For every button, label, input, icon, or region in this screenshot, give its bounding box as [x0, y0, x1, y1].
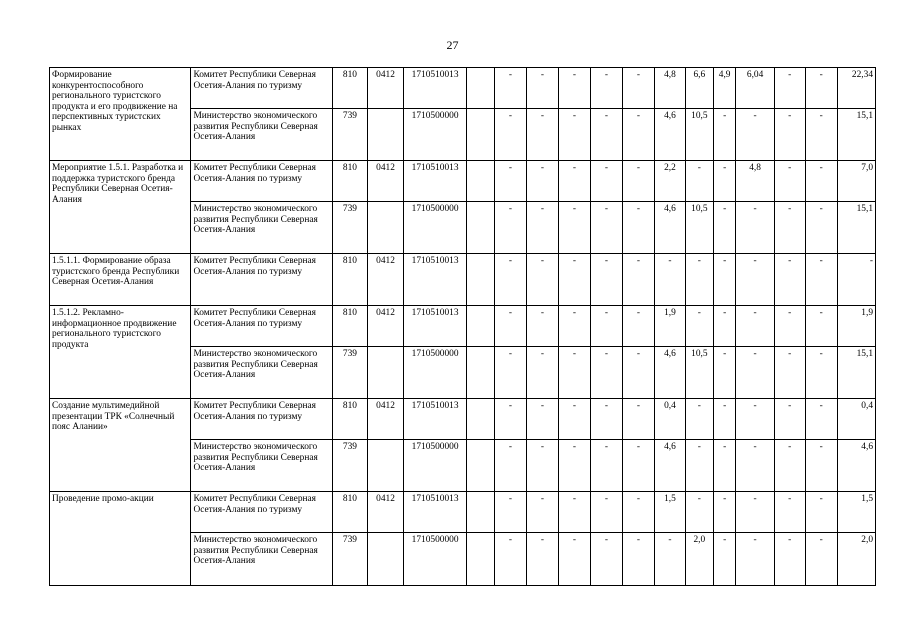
- year-value-cell: -: [805, 202, 837, 254]
- year-value-cell: -: [494, 533, 526, 586]
- expense-type-cell: [467, 347, 495, 399]
- total-value-cell: 0,4: [837, 399, 875, 440]
- year-value-cell: -: [654, 533, 685, 586]
- year-value-cell: -: [558, 161, 590, 202]
- target-article-cell: 1710510013: [404, 161, 467, 202]
- year-value-cell: -: [590, 533, 622, 586]
- year-value-cell: -: [736, 492, 774, 533]
- year-value-cell: -: [526, 202, 558, 254]
- section-code-cell: [367, 347, 403, 399]
- year-value-cell: -: [736, 347, 774, 399]
- year-value-cell: -: [713, 492, 736, 533]
- executor-cell: Министерство экономического развития Республики Северная Осетия-Алания: [191, 109, 332, 161]
- section-code-cell: [367, 533, 403, 586]
- year-value-cell: -: [526, 68, 558, 109]
- year-value-cell: -: [590, 440, 622, 492]
- target-article-cell: 1710510013: [404, 254, 467, 306]
- expense-type-cell: [467, 68, 495, 109]
- expense-type-cell: [467, 399, 495, 440]
- executor-cell: Комитет Республики Северная Осетия-Алания по туризму: [191, 306, 332, 347]
- table-row: [50, 306, 876, 347]
- year-value-cell: -: [713, 161, 736, 202]
- year-value-cell: -: [590, 306, 622, 347]
- year-value-cell: -: [558, 533, 590, 586]
- expense-type-cell: [467, 306, 495, 347]
- year-value-cell: -: [685, 254, 713, 306]
- target-article-cell: 1710500000: [404, 202, 467, 254]
- year-value-cell: -: [622, 306, 654, 347]
- expense-type-cell: [467, 161, 495, 202]
- year-value-cell: -: [622, 347, 654, 399]
- executor-cell: Комитет Республики Северная Осетия-Алания по туризму: [191, 399, 332, 440]
- year-value-cell: -: [774, 109, 805, 161]
- year-value-cell: -: [805, 440, 837, 492]
- expense-type-cell: [467, 533, 495, 586]
- year-value-cell: 4,6: [654, 440, 685, 492]
- section-code-cell: 0412: [367, 161, 403, 202]
- activity-name-cell: Проведение промо-акции: [50, 492, 191, 586]
- year-value-cell: -: [713, 347, 736, 399]
- year-value-cell: -: [622, 161, 654, 202]
- year-value-cell: -: [805, 399, 837, 440]
- executor-cell: Комитет Республики Северная Осетия-Алания по туризму: [191, 68, 332, 109]
- table-row: [50, 161, 876, 202]
- year-value-cell: -: [713, 399, 736, 440]
- grbs-code-cell: 739: [332, 533, 367, 586]
- year-value-cell: -: [805, 492, 837, 533]
- section-code-cell: [367, 109, 403, 161]
- grbs-code-cell: 810: [332, 254, 367, 306]
- total-value-cell: -: [837, 254, 875, 306]
- year-value-cell: 4,6: [654, 202, 685, 254]
- executor-cell: Комитет Республики Северная Осетия-Алания по туризму: [191, 492, 332, 533]
- year-value-cell: -: [736, 533, 774, 586]
- year-value-cell: -: [685, 440, 713, 492]
- year-value-cell: -: [774, 202, 805, 254]
- total-value-cell: 1,5: [837, 492, 875, 533]
- year-value-cell: -: [494, 399, 526, 440]
- year-value-cell: 10,5: [685, 109, 713, 161]
- year-value-cell: 6,04: [736, 68, 774, 109]
- year-value-cell: -: [590, 161, 622, 202]
- target-article-cell: 1710500000: [404, 533, 467, 586]
- year-value-cell: -: [494, 254, 526, 306]
- year-value-cell: 1,9: [654, 306, 685, 347]
- expense-type-cell: [467, 109, 495, 161]
- section-code-cell: 0412: [367, 399, 403, 440]
- executor-cell: Министерство экономического развития Республики Северная Осетия-Алания: [191, 440, 332, 492]
- year-value-cell: -: [774, 399, 805, 440]
- year-value-cell: 10,5: [685, 202, 713, 254]
- year-value-cell: -: [526, 533, 558, 586]
- year-value-cell: -: [713, 440, 736, 492]
- year-value-cell: -: [713, 254, 736, 306]
- year-value-cell: -: [622, 533, 654, 586]
- year-value-cell: -: [805, 161, 837, 202]
- year-value-cell: -: [526, 161, 558, 202]
- year-value-cell: -: [736, 399, 774, 440]
- total-value-cell: 22,34: [837, 68, 875, 109]
- year-value-cell: -: [494, 161, 526, 202]
- year-value-cell: 4,8: [654, 68, 685, 109]
- year-value-cell: -: [590, 202, 622, 254]
- grbs-code-cell: 810: [332, 306, 367, 347]
- year-value-cell: -: [494, 109, 526, 161]
- target-article-cell: 1710500000: [404, 109, 467, 161]
- year-value-cell: 0,4: [654, 399, 685, 440]
- year-value-cell: -: [526, 440, 558, 492]
- total-value-cell: 15,1: [837, 347, 875, 399]
- year-value-cell: -: [685, 306, 713, 347]
- executor-cell: Комитет Республики Северная Осетия-Алания по туризму: [191, 254, 332, 306]
- year-value-cell: -: [526, 347, 558, 399]
- year-value-cell: -: [774, 254, 805, 306]
- total-value-cell: 2,0: [837, 533, 875, 586]
- year-value-cell: -: [774, 306, 805, 347]
- budget-table: [49, 67, 876, 586]
- executor-cell: Министерство экономического развития Республики Северная Осетия-Алания: [191, 202, 332, 254]
- year-value-cell: -: [494, 492, 526, 533]
- year-value-cell: -: [774, 347, 805, 399]
- year-value-cell: -: [622, 202, 654, 254]
- grbs-code-cell: 739: [332, 347, 367, 399]
- total-value-cell: 4,6: [837, 440, 875, 492]
- year-value-cell: -: [590, 254, 622, 306]
- grbs-code-cell: 739: [332, 202, 367, 254]
- section-code-cell: 0412: [367, 306, 403, 347]
- year-value-cell: -: [558, 202, 590, 254]
- table-row: [50, 254, 876, 306]
- total-value-cell: 1,9: [837, 306, 875, 347]
- year-value-cell: 4,6: [654, 109, 685, 161]
- year-value-cell: -: [685, 399, 713, 440]
- year-value-cell: -: [713, 202, 736, 254]
- year-value-cell: -: [526, 109, 558, 161]
- total-value-cell: 15,1: [837, 202, 875, 254]
- year-value-cell: 6,6: [685, 68, 713, 109]
- executor-cell: Комитет Республики Северная Осетия-Алания по туризму: [191, 161, 332, 202]
- page-number: 27: [446, 38, 459, 52]
- year-value-cell: -: [558, 492, 590, 533]
- table-row: [50, 492, 876, 533]
- year-value-cell: -: [774, 533, 805, 586]
- year-value-cell: -: [713, 109, 736, 161]
- executor-cell: Министерство экономического развития Республики Северная Осетия-Алания: [191, 347, 332, 399]
- year-value-cell: 4,6: [654, 347, 685, 399]
- grbs-code-cell: 739: [332, 440, 367, 492]
- year-value-cell: -: [590, 68, 622, 109]
- year-value-cell: 4,8: [736, 161, 774, 202]
- target-article-cell: 1710500000: [404, 440, 467, 492]
- year-value-cell: -: [558, 306, 590, 347]
- year-value-cell: -: [494, 306, 526, 347]
- grbs-code-cell: 810: [332, 492, 367, 533]
- year-value-cell: 4,9: [713, 68, 736, 109]
- year-value-cell: -: [558, 440, 590, 492]
- expense-type-cell: [467, 440, 495, 492]
- year-value-cell: -: [774, 161, 805, 202]
- activity-name-cell: Создание мультимедийной презентации ТРК «Солнечный пояс Алании»: [50, 399, 191, 492]
- section-code-cell: 0412: [367, 492, 403, 533]
- year-value-cell: -: [654, 254, 685, 306]
- section-code-cell: 0412: [367, 254, 403, 306]
- expense-type-cell: [467, 492, 495, 533]
- activity-name-cell: 1.5.1.1. Формирование образа туристского бренда Республики Северная Осетия-Алания: [50, 254, 191, 306]
- section-code-cell: 0412: [367, 68, 403, 109]
- year-value-cell: -: [685, 161, 713, 202]
- section-code-cell: [367, 202, 403, 254]
- year-value-cell: -: [494, 347, 526, 399]
- year-value-cell: -: [494, 68, 526, 109]
- year-value-cell: -: [622, 399, 654, 440]
- year-value-cell: -: [622, 254, 654, 306]
- year-value-cell: -: [713, 533, 736, 586]
- year-value-cell: -: [805, 254, 837, 306]
- year-value-cell: -: [805, 347, 837, 399]
- year-value-cell: -: [494, 440, 526, 492]
- year-value-cell: -: [558, 68, 590, 109]
- year-value-cell: -: [590, 492, 622, 533]
- year-value-cell: -: [558, 254, 590, 306]
- expense-type-cell: [467, 254, 495, 306]
- target-article-cell: 1710510013: [404, 68, 467, 109]
- table-row: [50, 399, 876, 440]
- year-value-cell: -: [558, 347, 590, 399]
- year-value-cell: -: [590, 109, 622, 161]
- year-value-cell: -: [558, 109, 590, 161]
- activity-name-cell: 1.5.1.2. Рекламно-информационное продвижение регионального туристского продукта: [50, 306, 191, 399]
- year-value-cell: -: [774, 492, 805, 533]
- year-value-cell: -: [736, 109, 774, 161]
- year-value-cell: -: [805, 68, 837, 109]
- activity-name-cell: Мероприятие 1.5.1. Разработка и поддержка туристского бренда Республики Северная Осетия-Алания: [50, 161, 191, 254]
- year-value-cell: 1,5: [654, 492, 685, 533]
- year-value-cell: -: [685, 492, 713, 533]
- year-value-cell: -: [590, 399, 622, 440]
- year-value-cell: -: [622, 109, 654, 161]
- year-value-cell: 2,0: [685, 533, 713, 586]
- target-article-cell: 1710500000: [404, 347, 467, 399]
- section-code-cell: [367, 440, 403, 492]
- year-value-cell: -: [622, 68, 654, 109]
- table-body: [50, 68, 876, 586]
- year-value-cell: -: [526, 254, 558, 306]
- expense-type-cell: [467, 202, 495, 254]
- activity-name-cell: Формирование конкурентоспособного регионального туристского продукта и его продвижение на перспективных туристских рынках: [50, 68, 191, 161]
- executor-cell: Министерство экономического развития Республики Северная Осетия-Алания: [191, 533, 332, 586]
- year-value-cell: -: [622, 492, 654, 533]
- total-value-cell: 15,1: [837, 109, 875, 161]
- year-value-cell: 10,5: [685, 347, 713, 399]
- year-value-cell: -: [713, 306, 736, 347]
- grbs-code-cell: 739: [332, 109, 367, 161]
- year-value-cell: -: [526, 492, 558, 533]
- year-value-cell: -: [526, 399, 558, 440]
- year-value-cell: -: [805, 109, 837, 161]
- target-article-cell: 1710510013: [404, 399, 467, 440]
- year-value-cell: -: [558, 399, 590, 440]
- year-value-cell: -: [736, 306, 774, 347]
- year-value-cell: -: [736, 254, 774, 306]
- grbs-code-cell: 810: [332, 399, 367, 440]
- year-value-cell: -: [774, 440, 805, 492]
- year-value-cell: 2,2: [654, 161, 685, 202]
- year-value-cell: -: [494, 202, 526, 254]
- table-row: [50, 68, 876, 109]
- year-value-cell: -: [590, 347, 622, 399]
- year-value-cell: -: [736, 440, 774, 492]
- year-value-cell: -: [805, 306, 837, 347]
- year-value-cell: -: [774, 68, 805, 109]
- grbs-code-cell: 810: [332, 161, 367, 202]
- year-value-cell: -: [526, 306, 558, 347]
- year-value-cell: -: [805, 533, 837, 586]
- grbs-code-cell: 810: [332, 68, 367, 109]
- year-value-cell: -: [622, 440, 654, 492]
- total-value-cell: 7,0: [837, 161, 875, 202]
- year-value-cell: -: [736, 202, 774, 254]
- target-article-cell: 1710510013: [404, 306, 467, 347]
- target-article-cell: 1710510013: [404, 492, 467, 533]
